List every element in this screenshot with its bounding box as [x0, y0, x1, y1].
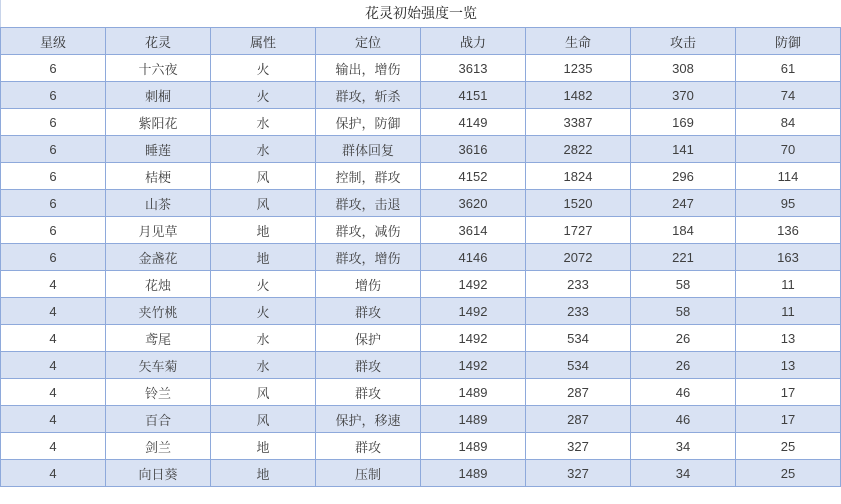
table-row [1, 109, 841, 136]
table-cell: 163 [736, 244, 841, 271]
table-cell: 群攻，增伤 [316, 244, 421, 271]
table-cell: 6 [1, 217, 106, 244]
table-cell: 向日葵 [106, 460, 211, 487]
table-cell: 地 [211, 244, 316, 271]
table-cell: 群攻 [316, 379, 421, 406]
table-cell: 控制，群攻 [316, 163, 421, 190]
table-cell: 1492 [421, 325, 526, 352]
page-title: 花灵初始强度一览 [0, 0, 841, 27]
table-cell: 4149 [421, 109, 526, 136]
table-cell: 水 [211, 325, 316, 352]
table-row [1, 325, 841, 352]
table-cell: 169 [631, 109, 736, 136]
table-cell: 3620 [421, 190, 526, 217]
table-cell: 136 [736, 217, 841, 244]
table-cell: 风 [211, 163, 316, 190]
table-cell: 保护 [316, 325, 421, 352]
table-cell: 6 [1, 55, 106, 82]
flower-spirit-strength-table [0, 27, 841, 487]
header-row [1, 28, 841, 55]
table-cell: 山茶 [106, 190, 211, 217]
table-row [1, 460, 841, 487]
table-cell: 地 [211, 217, 316, 244]
table-cell: 247 [631, 190, 736, 217]
table-cell: 群攻，斩杀 [316, 82, 421, 109]
header-cell: 属性 [211, 28, 316, 55]
table-cell: 11 [736, 271, 841, 298]
table-cell: 群体回复 [316, 136, 421, 163]
table-cell: 1489 [421, 460, 526, 487]
table-cell: 327 [526, 433, 631, 460]
table-cell: 58 [631, 271, 736, 298]
table-cell: 308 [631, 55, 736, 82]
table-cell: 风 [211, 379, 316, 406]
table-row [1, 433, 841, 460]
table-cell: 保护，移速 [316, 406, 421, 433]
header-cell: 防御 [736, 28, 841, 55]
table-cell: 25 [736, 460, 841, 487]
table-row [1, 244, 841, 271]
table-cell: 13 [736, 352, 841, 379]
table-cell: 十六夜 [106, 55, 211, 82]
table-cell: 保护，防御 [316, 109, 421, 136]
table-row [1, 163, 841, 190]
table-cell: 4 [1, 325, 106, 352]
table-cell: 6 [1, 82, 106, 109]
table-row [1, 379, 841, 406]
table-cell: 1235 [526, 55, 631, 82]
table-cell: 4 [1, 433, 106, 460]
table-cell: 17 [736, 406, 841, 433]
table-cell: 2072 [526, 244, 631, 271]
header-cell: 定位 [316, 28, 421, 55]
table-cell: 34 [631, 433, 736, 460]
header-cell: 攻击 [631, 28, 736, 55]
table-cell: 1492 [421, 298, 526, 325]
table-cell: 4 [1, 460, 106, 487]
table-cell: 6 [1, 163, 106, 190]
table-row [1, 82, 841, 109]
table-cell: 4 [1, 406, 106, 433]
table-cell: 4152 [421, 163, 526, 190]
table-cell: 184 [631, 217, 736, 244]
table-cell: 1489 [421, 433, 526, 460]
table-row [1, 136, 841, 163]
table-cell: 夹竹桃 [106, 298, 211, 325]
table-cell: 水 [211, 352, 316, 379]
table-cell: 6 [1, 109, 106, 136]
table-cell: 花烛 [106, 271, 211, 298]
table-cell: 4 [1, 298, 106, 325]
table-row [1, 352, 841, 379]
table-cell: 58 [631, 298, 736, 325]
table-cell: 1824 [526, 163, 631, 190]
table-cell: 26 [631, 325, 736, 352]
table-cell: 百合 [106, 406, 211, 433]
table-cell: 输出，增伤 [316, 55, 421, 82]
table-cell: 月见草 [106, 217, 211, 244]
table-cell: 火 [211, 298, 316, 325]
table-cell: 46 [631, 379, 736, 406]
table-cell: 3616 [421, 136, 526, 163]
table-cell: 1727 [526, 217, 631, 244]
table-cell: 141 [631, 136, 736, 163]
table-cell: 风 [211, 190, 316, 217]
table-cell: 群攻，减伤 [316, 217, 421, 244]
table-cell: 3614 [421, 217, 526, 244]
table-cell: 地 [211, 433, 316, 460]
table-cell: 13 [736, 325, 841, 352]
table-cell: 群攻 [316, 433, 421, 460]
table-cell: 61 [736, 55, 841, 82]
table-cell: 46 [631, 406, 736, 433]
table-cell: 水 [211, 136, 316, 163]
table-cell: 水 [211, 109, 316, 136]
table-cell: 地 [211, 460, 316, 487]
table-row [1, 271, 841, 298]
table-cell: 95 [736, 190, 841, 217]
table-cell: 25 [736, 433, 841, 460]
table-cell: 370 [631, 82, 736, 109]
table-cell: 6 [1, 244, 106, 271]
table-cell: 1492 [421, 352, 526, 379]
table-cell: 6 [1, 190, 106, 217]
table-cell: 增伤 [316, 271, 421, 298]
table-cell: 3387 [526, 109, 631, 136]
table-cell: 4146 [421, 244, 526, 271]
table-cell: 4151 [421, 82, 526, 109]
table-row [1, 298, 841, 325]
table-cell: 1489 [421, 379, 526, 406]
table-cell: 34 [631, 460, 736, 487]
table-cell: 1482 [526, 82, 631, 109]
table-row [1, 190, 841, 217]
table-row [1, 55, 841, 82]
table-cell: 534 [526, 325, 631, 352]
table-cell: 74 [736, 82, 841, 109]
table-cell: 群攻 [316, 298, 421, 325]
header-cell: 战力 [421, 28, 526, 55]
table-cell: 84 [736, 109, 841, 136]
table-cell: 桔梗 [106, 163, 211, 190]
table-cell: 1492 [421, 271, 526, 298]
table-cell: 3613 [421, 55, 526, 82]
table-cell: 287 [526, 379, 631, 406]
table-cell: 233 [526, 271, 631, 298]
table-cell: 铃兰 [106, 379, 211, 406]
table-cell: 233 [526, 298, 631, 325]
table-cell: 6 [1, 136, 106, 163]
table-cell: 221 [631, 244, 736, 271]
table-cell: 287 [526, 406, 631, 433]
table-cell: 群攻，击退 [316, 190, 421, 217]
table-cell: 4 [1, 352, 106, 379]
table-cell: 睡莲 [106, 136, 211, 163]
table-cell: 紫阳花 [106, 109, 211, 136]
table-cell: 534 [526, 352, 631, 379]
table-cell: 风 [211, 406, 316, 433]
table-body [1, 55, 841, 487]
table-cell: 矢车菊 [106, 352, 211, 379]
table-cell: 4 [1, 379, 106, 406]
table-cell: 剑兰 [106, 433, 211, 460]
table-row [1, 406, 841, 433]
table-cell: 1489 [421, 406, 526, 433]
table-cell: 1520 [526, 190, 631, 217]
table-row [1, 217, 841, 244]
table-cell: 296 [631, 163, 736, 190]
table-cell: 刺桐 [106, 82, 211, 109]
table-cell: 群攻 [316, 352, 421, 379]
table-cell: 鸢尾 [106, 325, 211, 352]
header-cell: 生命 [526, 28, 631, 55]
table-cell: 26 [631, 352, 736, 379]
table-cell: 火 [211, 271, 316, 298]
table-cell: 17 [736, 379, 841, 406]
table-cell: 11 [736, 298, 841, 325]
table-cell: 4 [1, 271, 106, 298]
table-cell: 火 [211, 82, 316, 109]
table-cell: 70 [736, 136, 841, 163]
header-cell: 星级 [1, 28, 106, 55]
table-cell: 327 [526, 460, 631, 487]
header-cell: 花灵 [106, 28, 211, 55]
table-cell: 金盏花 [106, 244, 211, 271]
table-cell: 114 [736, 163, 841, 190]
table-cell: 火 [211, 55, 316, 82]
table-cell: 压制 [316, 460, 421, 487]
table-cell: 2822 [526, 136, 631, 163]
